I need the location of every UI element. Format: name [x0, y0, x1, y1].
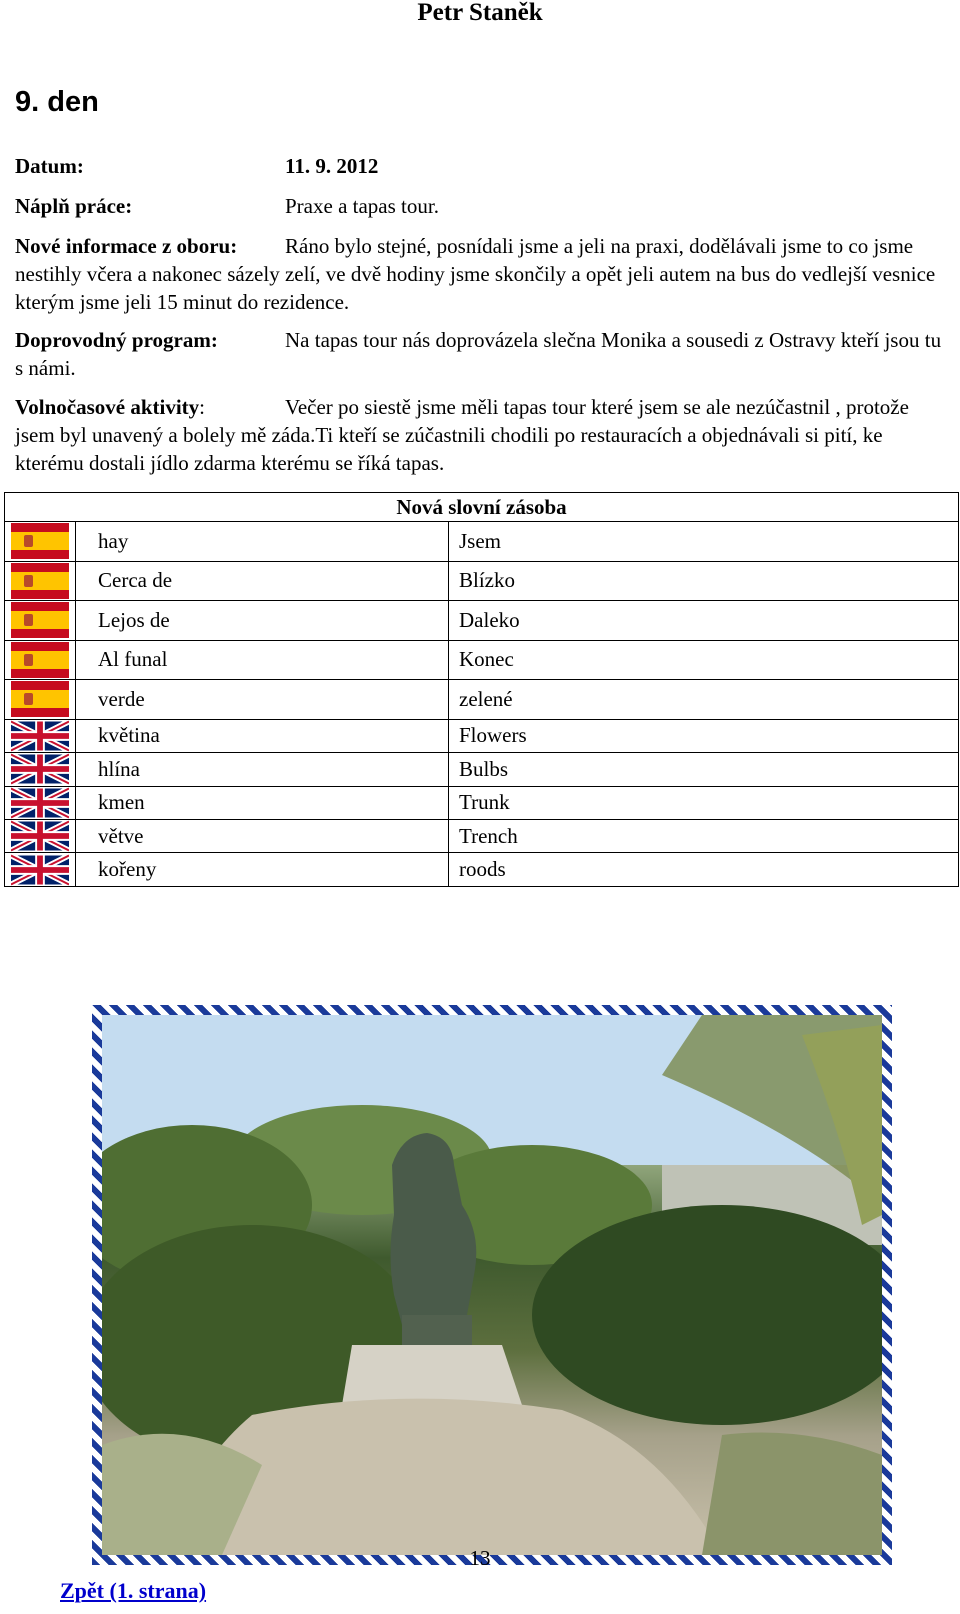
uk-flag-icon: [11, 787, 69, 819]
vocab-flag-cell: [5, 601, 76, 641]
leisure-value: Večer po siestě jsme měli tapas tour které jsem se ale nezúčastnil , protože jsem byl unavený a bolely mě záda.Ti kteří se zúčastnili chodili po restauracích a objednávali si pití, ke kterému dostali jídlo zdarma kterému se říká tapas.: [15, 395, 909, 475]
info-value: Ráno bylo stejné, posnídali jsme a jeli na praxi, dodělávali jsme to co jsme nestihly včera a nakonec sázely zelí, ve dvě hodiny jsme skončily a opět jeli autem na bus do vedlejší vesnice kterým jsme jeli 15 minut do rezidence.: [15, 234, 936, 314]
vocab-translation: Trunk: [449, 786, 959, 819]
vocab-word: Lejos de: [76, 601, 449, 641]
back-to-first-page-link[interactable]: Zpět (1. strana): [60, 1578, 207, 1603]
vocab-row: [5, 561, 959, 601]
vocab-flag-cell: [5, 680, 76, 720]
uk-flag-icon: [11, 753, 69, 785]
vocab-flag-cell: [5, 719, 76, 752]
vocab-row: [5, 601, 959, 641]
info-label: Nové informace z oboru:: [15, 234, 238, 258]
work-value: Praxe a tapas tour.: [285, 194, 439, 218]
leisure-label: Volnočasové aktivity: [15, 395, 200, 419]
vocab-word: kmen: [76, 786, 449, 819]
work-label: Náplň práce:: [15, 194, 133, 218]
info-row: [15, 232, 945, 316]
vocab-flag-cell: [5, 786, 76, 819]
vocab-word: Al funal: [76, 640, 449, 680]
vocab-word: verde: [76, 680, 449, 720]
vocab-translation: Bulbs: [449, 753, 959, 786]
vocab-translation: Trench: [449, 820, 959, 853]
vocab-table: [4, 492, 959, 887]
uk-flag-icon: [11, 820, 69, 852]
spain-flag-icon: [11, 681, 69, 717]
vocab-row: [5, 786, 959, 819]
vocab-row: [5, 753, 959, 786]
vocab-row: [5, 680, 959, 720]
vocab-flag-cell: [5, 820, 76, 853]
vocab-row: [5, 820, 959, 853]
program-value: Na tapas tour nás doprovázela slečna Monika a sousedi z Ostravy kteří jsou tu s námi.: [15, 328, 942, 380]
vocab-word: hay: [76, 522, 449, 562]
vocab-word: hlína: [76, 753, 449, 786]
uk-flag-icon: [11, 854, 69, 886]
spain-flag-icon: [11, 563, 69, 599]
page-number: 13: [469, 1546, 491, 1570]
vocab-title: Nová slovní zásoba: [5, 493, 959, 522]
vocab-translation: Daleko: [449, 601, 959, 641]
leisure-label-colon: :: [199, 395, 205, 419]
vocab-flag-cell: [5, 561, 76, 601]
date-value: 11. 9. 2012: [285, 154, 379, 178]
vocab-row: [5, 640, 959, 680]
date-label: Datum:: [15, 154, 84, 178]
spain-flag-icon: [11, 523, 69, 559]
statue-photo: [102, 1015, 882, 1555]
vocab-word: květina: [76, 719, 449, 752]
vocab-word: kořeny: [76, 853, 449, 887]
vocab-word: větve: [76, 820, 449, 853]
photo-frame: [92, 1005, 892, 1565]
program-row: [15, 326, 945, 382]
author-name: Petr Staněk: [417, 0, 543, 26]
vocab-translation: Jsem: [449, 522, 959, 562]
vocab-flag-cell: [5, 753, 76, 786]
vocab-translation: Konec: [449, 640, 959, 680]
vocab-flag-cell: [5, 522, 76, 562]
vocab-row: [5, 853, 959, 887]
spain-flag-icon: [11, 642, 69, 678]
vocab-translation: zelené: [449, 680, 959, 720]
vocab-translation: Blízko: [449, 561, 959, 601]
vocab-row: [5, 522, 959, 562]
date-row: [15, 152, 945, 180]
vocab-translation: Flowers: [449, 719, 959, 752]
work-row: [15, 192, 945, 220]
vocab-flag-cell: [5, 853, 76, 887]
vocab-translation: roods: [449, 853, 959, 887]
program-label: Doprovodný program:: [15, 328, 218, 352]
spain-flag-icon: [11, 602, 69, 638]
uk-flag-icon: [11, 720, 69, 752]
statue-photo-drawing: [102, 1015, 882, 1555]
day-title: 9. den: [15, 86, 99, 118]
leisure-row: [15, 393, 945, 477]
vocab-flag-cell: [5, 640, 76, 680]
vocab-word: Cerca de: [76, 561, 449, 601]
vocab-row: [5, 719, 959, 752]
